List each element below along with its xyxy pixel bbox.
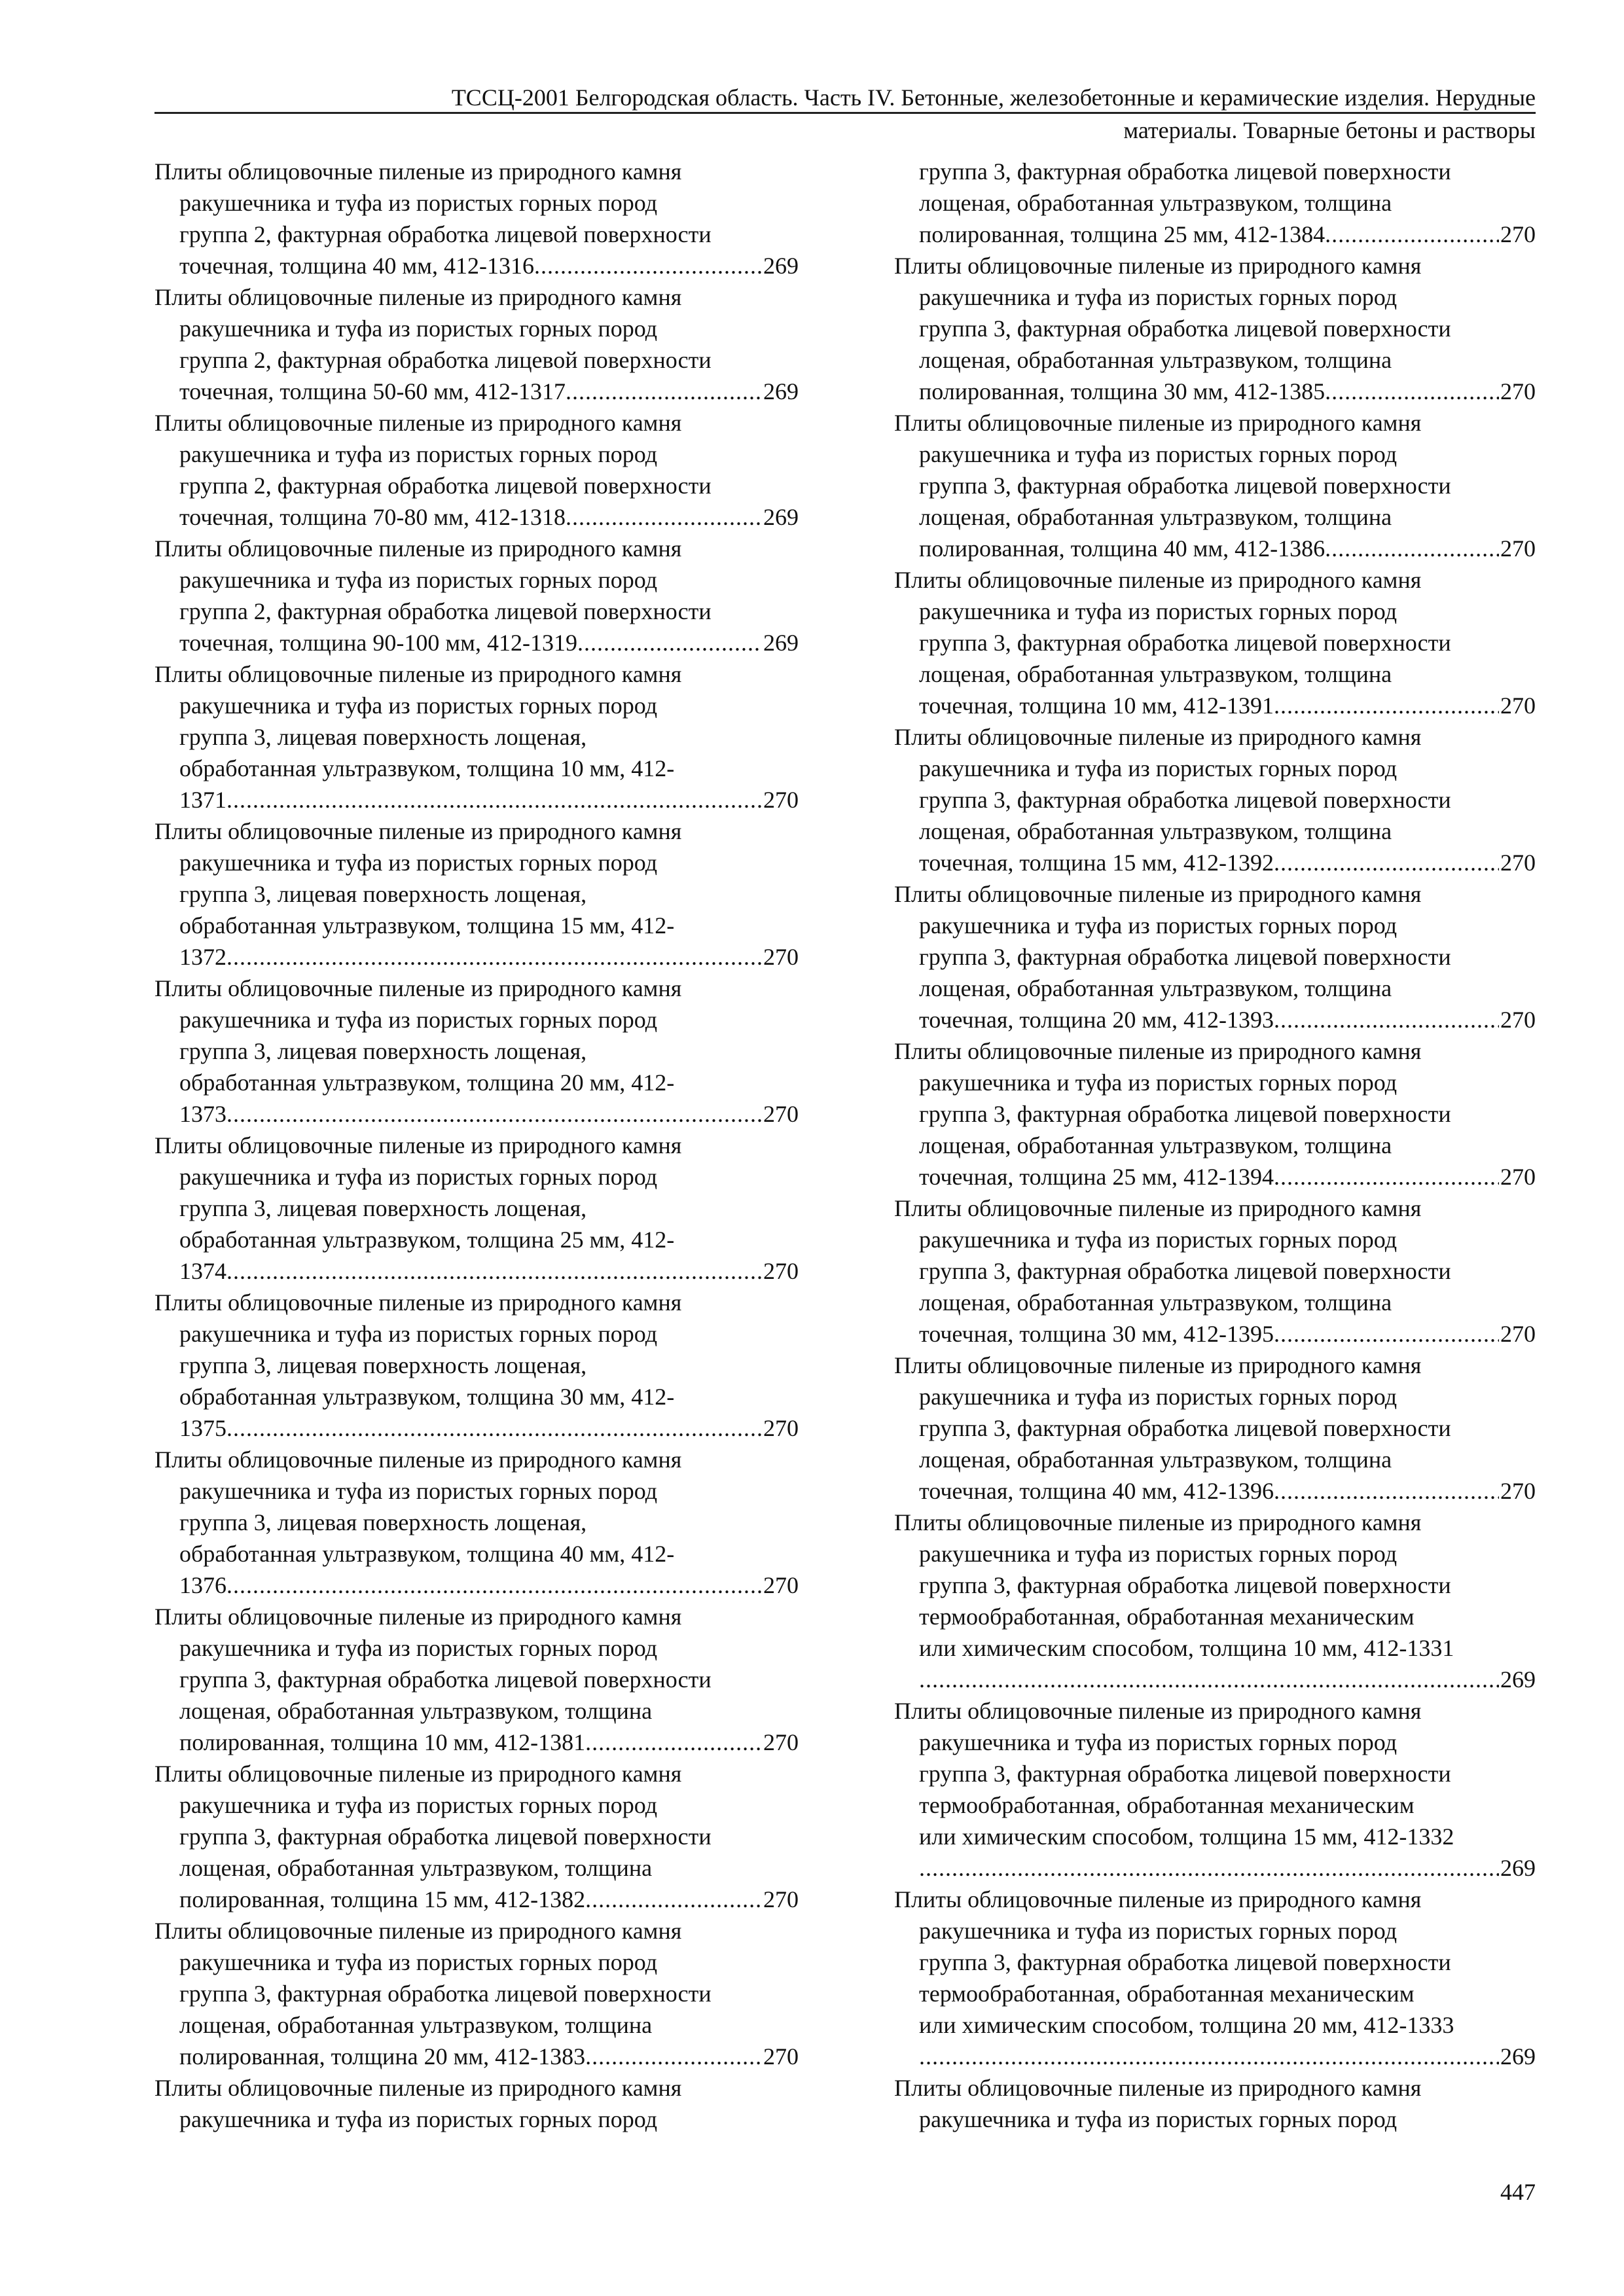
index-entry-line: Плиты облицовочные пиленые из природного камня (894, 881, 1422, 907)
index-entry-line: группа 3, фактурная обработка лицевой поверхности (919, 158, 1451, 185)
index-entry-text: полированная, толщина 30 мм, 412-1385 (919, 378, 1326, 404)
index-entry-page: 269 (763, 630, 799, 656)
index-entry (894, 1507, 1536, 1695)
index-entry-line: Плиты облицовочные пиленые из природного камня (154, 975, 682, 1001)
dot-leader (226, 1412, 762, 1444)
index-entry (154, 156, 799, 281)
index-entry-line: или химическим способом, толщина 20 мм, 412-1333 (919, 2012, 1454, 2038)
index-entry-line: группа 3, фактурная обработка лицевой поверхности (919, 944, 1451, 970)
index-entry-text: точечная, толщина 40 мм, 412-1396 (919, 1478, 1274, 1504)
index-entry-text: точечная, толщина 90-100 мм, 412-1319 (179, 630, 577, 656)
index-entry-final-line (154, 250, 799, 281)
dot-leader (1274, 1475, 1499, 1507)
dot-leader (566, 501, 762, 533)
index-entry-text: полированная, толщина 25 мм, 412-1384 (919, 221, 1326, 247)
index-entry-line: группа 3, лицевая поверхность лощеная, (179, 881, 587, 907)
index-entry-page: 269 (1500, 1855, 1536, 1881)
index-entry-line: лощеная, обработанная ультразвуком, толщина (919, 1446, 1392, 1473)
index-entry-text: 1372 (179, 944, 226, 970)
index-entry-line: лощеная, обработанная ультразвуком, толщина (919, 347, 1392, 373)
index-entry-line: группа 3, фактурная обработка лицевой поверхности (919, 473, 1451, 499)
index-entry-line: Плиты облицовочные пиленые из природного камня (894, 2075, 1422, 2101)
index-entry-line: ракушечника и туфа из пористых горных пород (179, 1007, 658, 1033)
index-entry-final-line (894, 1475, 1536, 1507)
index-entry (154, 1915, 799, 2072)
dot-leader (1325, 219, 1499, 250)
index-entry-page: 270 (763, 1415, 799, 1441)
index-entry-line: ракушечника и туфа из пористых горных пород (179, 1321, 658, 1347)
running-header-continuation: материалы. Товарные бетоны и растворы (1123, 117, 1536, 143)
index-entry-final-line (894, 1318, 1536, 1350)
index-entry-final-line (154, 501, 799, 533)
dot-leader (1274, 1318, 1499, 1350)
index-entry (894, 250, 1536, 407)
index-entry (154, 973, 799, 1130)
index-entry-line: ракушечника и туфа из пористых горных пород (179, 190, 658, 216)
index-entry-line: лощеная, обработанная ультразвуком, толщина (179, 2012, 653, 2038)
index-entry-final-line (894, 2041, 1536, 2072)
index-entry (894, 407, 1536, 564)
dot-leader (226, 1570, 762, 1601)
index-entry-text: точечная, толщина 40 мм, 412-1316 (179, 253, 534, 279)
index-entry-line: ракушечника и туфа из пористых горных пород (179, 2106, 658, 2132)
index-entry-line: ракушечника и туфа из пористых горных пород (919, 755, 1398, 781)
index-entry-page: 270 (763, 1886, 799, 1912)
index-entry (894, 1695, 1536, 1884)
index-entry-final-line (894, 690, 1536, 721)
index-entry-line: ракушечника и туфа из пористых горных пород (919, 284, 1398, 310)
dot-leader (585, 1884, 762, 1915)
index-entry (894, 1193, 1536, 1350)
index-entry (154, 1601, 799, 1758)
dot-leader (1274, 690, 1499, 721)
index-entry-line: лощеная, обработанная ультразвуком, толщина (919, 818, 1392, 844)
index-entry-page: 270 (1500, 1321, 1536, 1347)
index-entry-final-line (894, 219, 1536, 250)
index-entry-page: 269 (763, 253, 799, 279)
index-entry-line: ракушечника и туфа из пористых горных пород (179, 1792, 658, 1818)
index-entry-line: группа 3, фактурная обработка лицевой поверхности (919, 1761, 1451, 1787)
index-entry-text: точечная, толщина 10 мм, 412-1391 (919, 692, 1274, 719)
index-entry-page: 269 (763, 504, 799, 530)
index-entry-line: обработанная ультразвуком, толщина 25 мм, 412- (179, 1227, 675, 1253)
index-entry-page: 270 (763, 1729, 799, 1755)
index-column-right (894, 156, 1536, 2135)
index-entry-line: группа 3, фактурная обработка лицевой поверхности (179, 1981, 712, 2007)
index-entry-line: ракушечника и туфа из пористых горных пород (919, 441, 1398, 467)
index-entry-page: 270 (1500, 1007, 1536, 1033)
dot-leader (566, 376, 762, 407)
index-entry-final-line (894, 1852, 1536, 1884)
index-entry-line: ракушечника и туфа из пористых горных пород (179, 850, 658, 876)
index-entry-page: 270 (1500, 378, 1536, 404)
index-entry-line: обработанная ультразвуком, толщина 15 мм, 412- (179, 912, 675, 939)
dot-leader (1274, 847, 1499, 878)
index-entry-line: лощеная, обработанная ультразвуком, толщина (919, 1289, 1392, 1316)
index-entry (154, 407, 799, 533)
index-entry-line: группа 3, фактурная обработка лицевой поверхности (179, 1823, 712, 1850)
index-entry (154, 1130, 799, 1287)
index-entry-final-line (894, 533, 1536, 564)
index-entry-text: полированная, толщина 15 мм, 412-1382 (179, 1886, 586, 1912)
dot-leader (919, 2041, 1499, 2072)
index-entry-line: Плиты облицовочные пиленые из природного камня (154, 158, 682, 185)
index-entry-final-line (154, 2041, 799, 2072)
index-entry-final-line (154, 1255, 799, 1287)
index-entry-line: лощеная, обработанная ультразвуком, толщина (919, 661, 1392, 687)
index-entry-final-line (154, 1098, 799, 1130)
index-entry-text: 1376 (179, 1572, 226, 1598)
index-entry-final-line (154, 1884, 799, 1915)
index-entry-final-line (894, 847, 1536, 878)
index-entry-line: Плиты облицовочные пиленые из природного камня (154, 1446, 682, 1473)
dot-leader (226, 784, 762, 816)
index-entry-text: точечная, толщина 20 мм, 412-1393 (919, 1007, 1274, 1033)
index-entry (894, 156, 1536, 250)
index-entry-line: термообработанная, обработанная механическим (919, 1981, 1415, 2007)
index-entry-text: полированная, толщина 10 мм, 412-1381 (179, 1729, 586, 1755)
index-entry (154, 816, 799, 973)
index-entry-text: точечная, толщина 70-80 мм, 412-1318 (179, 504, 566, 530)
index-entry-text: точечная, толщина 25 мм, 412-1394 (919, 1164, 1274, 1190)
index-entry-line: Плиты облицовочные пиленые из природного камня (154, 1289, 682, 1316)
index-entry-line: Плиты облицовочные пиленые из природного камня (894, 1509, 1422, 1535)
page-number: 447 (1500, 2179, 1536, 2205)
index-entry-line: ракушечника и туфа из пористых горных пород (919, 2106, 1398, 2132)
index-entry-final-line (894, 376, 1536, 407)
index-entry (154, 2072, 799, 2135)
index-entry-line: группа 3, лицевая поверхность лощеная, (179, 1038, 587, 1064)
index-entry-final-line (154, 784, 799, 816)
index-entry-line: ракушечника и туфа из пористых горных пород (179, 1478, 658, 1504)
index-entry-line: Плиты облицовочные пиленые из природного камня (154, 1132, 682, 1158)
index-entry-line: группа 3, лицевая поверхность лощеная, (179, 1352, 587, 1378)
index-entry-line: группа 3, фактурная обработка лицевой поверхности (919, 1101, 1451, 1127)
index-entry-line: ракушечника и туфа из пористых горных пород (919, 1918, 1398, 1944)
index-entry (894, 1350, 1536, 1507)
index-entry (154, 1444, 799, 1601)
index-entry-text: полированная, толщина 20 мм, 412-1383 (179, 2043, 586, 2070)
dot-leader (1274, 1004, 1499, 1035)
index-entry-page: 270 (1500, 221, 1536, 247)
index-entry-final-line (154, 1412, 799, 1444)
index-entry (894, 1035, 1536, 1193)
index-entry-line: группа 3, фактурная обработка лицевой поверхности (919, 1258, 1451, 1284)
dot-leader (534, 250, 762, 281)
dot-leader (919, 1664, 1499, 1695)
index-entry-page: 270 (763, 1101, 799, 1127)
index-entry-line: группа 3, фактурная обработка лицевой поверхности (919, 315, 1451, 342)
index-entry-line: группа 3, фактурная обработка лицевой поверхности (919, 1949, 1451, 1975)
index-entry-line: группа 3, лицевая поверхность лощеная, (179, 1509, 587, 1535)
index-entry-line: лощеная, обработанная ультразвуком, толщина (919, 190, 1392, 216)
index-entry-line: Плиты облицовочные пиленые из природного камня (894, 1352, 1422, 1378)
index-entry-final-line (894, 1161, 1536, 1193)
index-entry (154, 658, 799, 816)
index-entry-page: 269 (1500, 1666, 1536, 1693)
index-entry-text: 1373 (179, 1101, 226, 1127)
index-entry-page: 270 (763, 944, 799, 970)
index-entry-line: ракушечника и туфа из пористых горных пород (179, 315, 658, 342)
index-entry-line: Плиты облицовочные пиленые из природного камня (894, 1886, 1422, 1912)
index-entry-line: ракушечника и туфа из пористых горных пород (919, 1227, 1398, 1253)
index-entry-line: группа 3, фактурная обработка лицевой поверхности (919, 630, 1451, 656)
index-entry-line: Плиты облицовочные пиленые из природного камня (894, 1038, 1422, 1064)
index-entry-line: ракушечника и туфа из пористых горных пород (919, 598, 1398, 624)
index-entry-line: группа 3, фактурная обработка лицевой поверхности (179, 1666, 712, 1693)
index-entry-line: ракушечника и туфа из пористых горных пород (179, 1635, 658, 1661)
dot-leader (1274, 1161, 1499, 1193)
index-entry-text: 1371 (179, 787, 226, 813)
index-entry-line: ракушечника и туфа из пористых горных пород (179, 1949, 658, 1975)
index-entry (154, 533, 799, 658)
index-entry-line: термообработанная, обработанная механическим (919, 1604, 1415, 1630)
dot-leader (226, 1255, 762, 1287)
index-entry (154, 1287, 799, 1444)
index-entry-text: полированная, толщина 40 мм, 412-1386 (919, 535, 1326, 562)
index-entry (894, 721, 1536, 878)
index-entry-final-line (154, 627, 799, 658)
index-entry-page: 270 (763, 2043, 799, 2070)
index-entry (894, 1884, 1536, 2072)
index-entry-line: обработанная ультразвуком, толщина 10 мм, 412- (179, 755, 675, 781)
dot-leader (585, 2041, 762, 2072)
index-entry-line: Плиты облицовочные пиленые из природного камня (894, 1195, 1422, 1221)
index-entry-line: Плиты облицовочные пиленые из природного камня (154, 2075, 682, 2101)
index-entry-line: группа 3, лицевая поверхность лощеная, (179, 724, 587, 750)
index-entry-page: 270 (1500, 850, 1536, 876)
index-entry-line: ракушечника и туфа из пористых горных пород (919, 1541, 1398, 1567)
index-entry-line: Плиты облицовочные пиленые из природного камня (154, 284, 682, 310)
dot-leader (919, 1852, 1499, 1884)
index-entry-line: группа 2, фактурная обработка лицевой поверхности (179, 347, 712, 373)
index-entry-line: ракушечника и туфа из пористых горных пород (919, 1384, 1398, 1410)
index-entry-line: Плиты облицовочные пиленые из природного камня (154, 818, 682, 844)
dot-leader (1325, 533, 1499, 564)
index-entry (894, 564, 1536, 721)
index-entry-line: лощеная, обработанная ультразвуком, толщина (179, 1855, 653, 1881)
index-entry-text: 1375 (179, 1415, 226, 1441)
index-entry-line: группа 2, фактурная обработка лицевой поверхности (179, 598, 712, 624)
index-entry-page: 269 (763, 378, 799, 404)
index-entry-line: ракушечника и туфа из пористых горных пород (919, 912, 1398, 939)
index-entry-line: ракушечника и туфа из пористых горных пород (179, 1164, 658, 1190)
dot-leader (1325, 376, 1499, 407)
index-entry-line: группа 2, фактурная обработка лицевой поверхности (179, 473, 712, 499)
index-entry-line: ракушечника и туфа из пористых горных пород (179, 692, 658, 719)
index-entry-line: ракушечника и туфа из пористых горных пород (179, 441, 658, 467)
index-entry-line: обработанная ультразвуком, толщина 30 мм, 412- (179, 1384, 675, 1410)
index-entry-page: 270 (1500, 692, 1536, 719)
index-entry-page: 270 (763, 787, 799, 813)
index-column-left (154, 156, 799, 2135)
index-entry-line: Плиты облицовочные пиленые из природного камня (894, 1698, 1422, 1724)
index-entry-line: или химическим способом, толщина 15 мм, 412-1332 (919, 1823, 1454, 1850)
index-entry-line: Плиты облицовочные пиленые из природного камня (154, 1604, 682, 1630)
index-entry-line: Плиты облицовочные пиленые из природного камня (894, 724, 1422, 750)
index-entry-line: группа 3, фактурная обработка лицевой поверхности (919, 1415, 1451, 1441)
index-entry-line: Плиты облицовочные пиленые из природного камня (894, 567, 1422, 593)
index-entry-line: ракушечника и туфа из пористых горных пород (919, 1729, 1398, 1755)
index-entry-line: группа 3, лицевая поверхность лощеная, (179, 1195, 587, 1221)
index-entry-line: лощеная, обработанная ультразвуком, толщина (919, 1132, 1392, 1158)
index-entry-text: точечная, толщина 15 мм, 412-1392 (919, 850, 1274, 876)
index-entry-line: Плиты облицовочные пиленые из природного камня (154, 661, 682, 687)
index-entry-line: Плиты облицовочные пиленые из природного камня (154, 1918, 682, 1944)
index-entry-line: лощеная, обработанная ультразвуком, толщина (919, 975, 1392, 1001)
index-entry (894, 2072, 1536, 2135)
index-entry-line: ракушечника и туфа из пористых горных пород (919, 1069, 1398, 1096)
running-header: ТССЦ-2001 Белгородская область. Часть IV. Бетонные, железобетонные и керамические изделия. Нерудные (154, 84, 1536, 114)
index-entry-final-line (894, 1664, 1536, 1695)
dot-leader (585, 1727, 762, 1758)
index-entry-line: ракушечника и туфа из пористых горных пород (179, 567, 658, 593)
index-entry-final-line (154, 941, 799, 973)
index-entry-line: лощеная, обработанная ультразвуком, толщина (179, 1698, 653, 1724)
index-entry-page: 270 (1500, 1164, 1536, 1190)
index-entry-page: 270 (1500, 535, 1536, 562)
index-entry-line: термообработанная, обработанная механическим (919, 1792, 1415, 1818)
index-entry-final-line (154, 1570, 799, 1601)
index-entry-line: Плиты облицовочные пиленые из природного камня (154, 535, 682, 562)
index-entry-line: Плиты облицовочные пиленые из природного камня (154, 1761, 682, 1787)
index-entry-page: 270 (763, 1572, 799, 1598)
dot-leader (226, 1098, 762, 1130)
index-entry-line: или химическим способом, толщина 10 мм, 412-1331 (919, 1635, 1454, 1661)
index-entry (894, 878, 1536, 1035)
index-entry-line: обработанная ультразвуком, толщина 40 мм, 412- (179, 1541, 675, 1567)
index-entry-line: Плиты облицовочные пиленые из природного камня (894, 253, 1422, 279)
index-entry-final-line (894, 1004, 1536, 1035)
index-entry-final-line (154, 1727, 799, 1758)
index-entry-line: лощеная, обработанная ультразвуком, толщина (919, 504, 1392, 530)
index-entry-line: обработанная ультразвуком, толщина 20 мм, 412- (179, 1069, 675, 1096)
index-entry-line: Плиты облицовочные пиленые из природного камня (894, 410, 1422, 436)
index-entry (154, 281, 799, 407)
index-entry-text: 1374 (179, 1258, 226, 1284)
index-entry-page: 270 (763, 1258, 799, 1284)
index-entry-page: 269 (1500, 2043, 1536, 2070)
dot-leader (226, 941, 762, 973)
index-entry (154, 1758, 799, 1915)
index-entry-line: группа 3, фактурная обработка лицевой поверхности (919, 787, 1451, 813)
index-entry-text: точечная, толщина 50-60 мм, 412-1317 (179, 378, 566, 404)
index-entry-final-line (154, 376, 799, 407)
dot-leader (577, 627, 762, 658)
index-entry-text: точечная, толщина 30 мм, 412-1395 (919, 1321, 1274, 1347)
index-entry-page: 270 (1500, 1478, 1536, 1504)
index-entry-line: группа 3, фактурная обработка лицевой поверхности (919, 1572, 1451, 1598)
index-entry-line: Плиты облицовочные пиленые из природного камня (154, 410, 682, 436)
index-entry-line: группа 2, фактурная обработка лицевой поверхности (179, 221, 712, 247)
